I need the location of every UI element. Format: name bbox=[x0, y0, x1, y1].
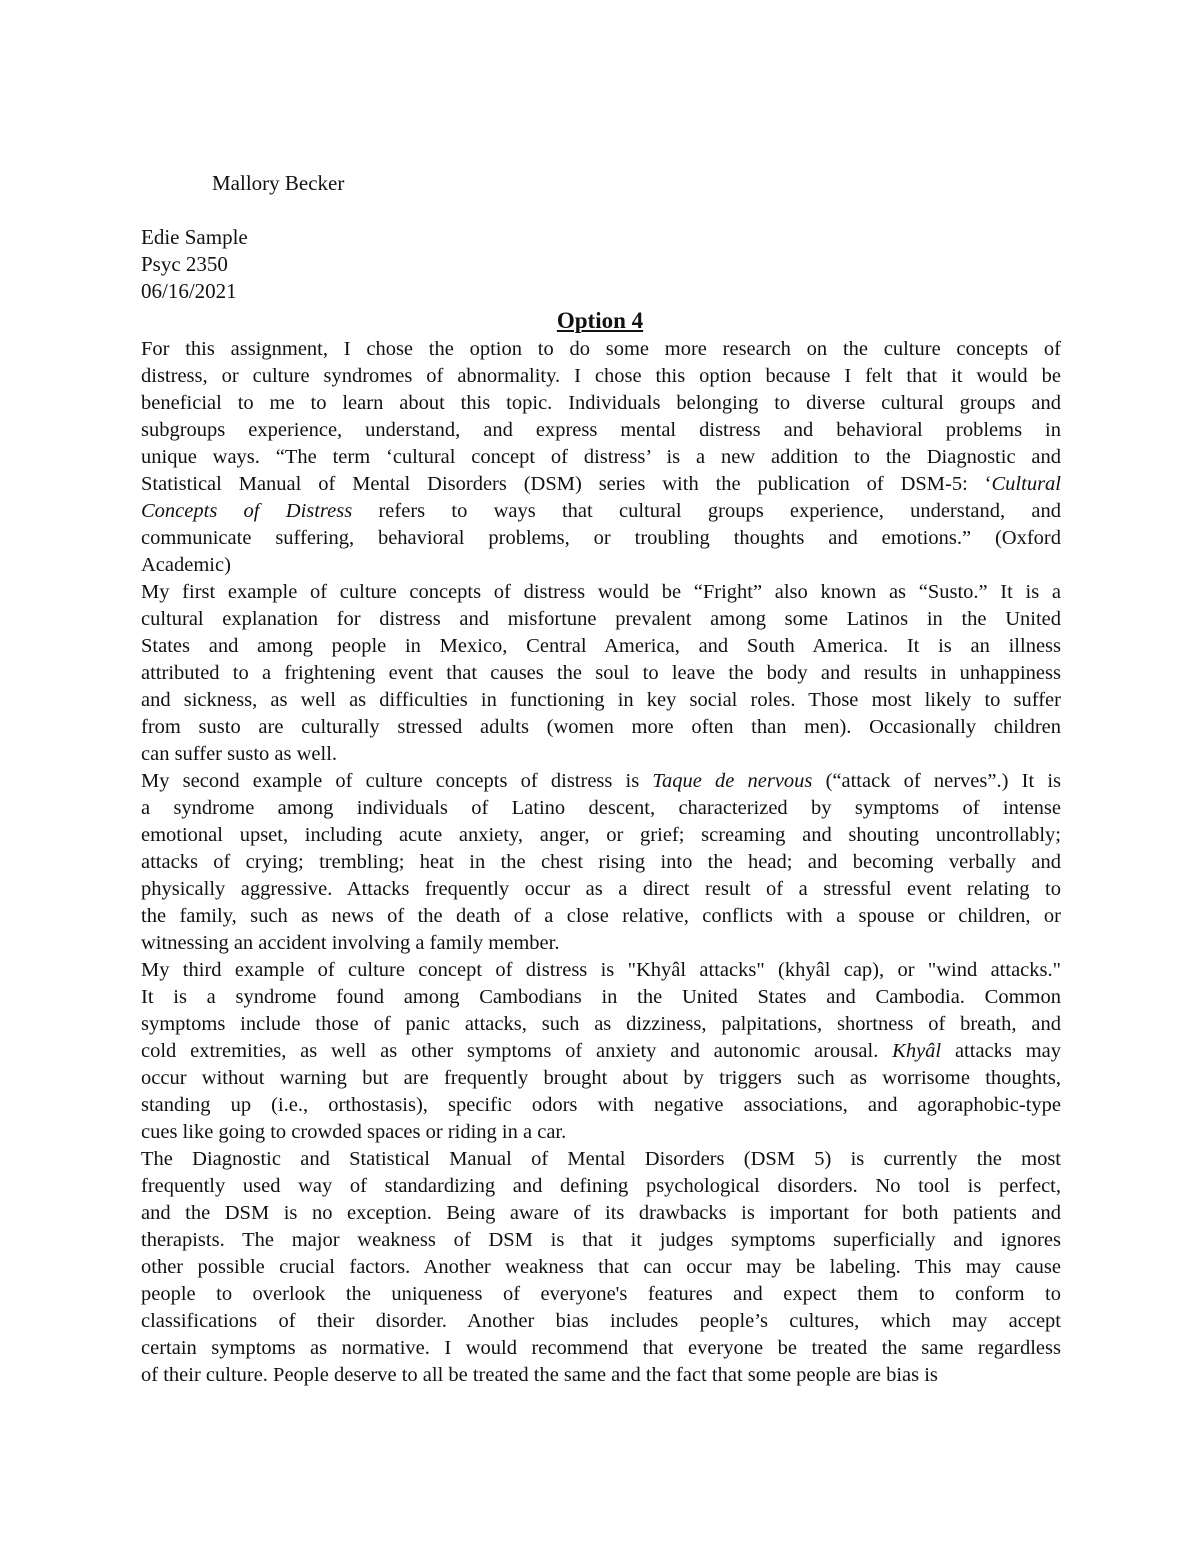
text-line: beneficial to me to learn about this topic. Individuals belonging to diverse cultural groups and bbox=[141, 392, 1061, 414]
author-name: Mallory Becker bbox=[212, 171, 345, 195]
text-line: unique ways. “The term ‘cultural concept of distress’ is a new addition to the Diagnostic and bbox=[141, 446, 1061, 468]
text-line: symptoms include those of panic attacks, such as dizziness, palpitations, shortness of breath, and bbox=[141, 1013, 1061, 1035]
text-line: certain symptoms as normative. I would recommend that everyone be treated the same regardless bbox=[141, 1337, 1061, 1359]
text-line: attacks of crying; trembling; heat in the chest rising into the head; and becoming verbally and bbox=[141, 851, 1061, 873]
text-line: cold extremities, as well as other symptoms of anxiety and autonomic arousal. Khyâl attacks may bbox=[141, 1040, 1061, 1062]
text-line: States and among people in Mexico, Central America, and South America. It is an illness bbox=[141, 635, 1061, 657]
text-line: Concepts of Distress refers to ways that cultural groups experience, understand, and bbox=[141, 500, 1062, 522]
text-line: emotional upset, including acute anxiety, anger, or grief; screaming and shouting uncontrollably; bbox=[141, 824, 1061, 846]
text-line: of their culture. People deserve to all be treated the same and the fact that some people are bias is bbox=[141, 1364, 938, 1386]
instructor-name: Edie Sample bbox=[141, 225, 248, 249]
body-paragraph bbox=[141, 957, 1061, 1146]
text-line: and the DSM is no exception. Being aware of its drawbacks is important for both patients and bbox=[141, 1202, 1061, 1224]
text-line: My third example of culture concept of distress is "Khyâl attacks" (khyâl cap), or "wind attacks." bbox=[141, 959, 1061, 981]
document-body bbox=[141, 336, 1061, 1389]
text-line: cultural explanation for distress and misfortune prevalent among some Latinos in the United bbox=[141, 608, 1061, 630]
text-line: The Diagnostic and Statistical Manual of Mental Disorders (DSM 5) is currently the most bbox=[141, 1148, 1061, 1170]
body-paragraph bbox=[141, 768, 1061, 957]
text-line: My first example of culture concepts of distress would be “Fright” also known as “Susto.” It is a bbox=[141, 581, 1061, 603]
text-line: cues like going to crowded spaces or riding in a car. bbox=[141, 1121, 567, 1143]
text-line: physically aggressive. Attacks frequently occur as a direct result of a stressful event relating to bbox=[141, 878, 1061, 900]
text-line: people to overlook the uniqueness of everyone's features and expect them to conform to bbox=[141, 1283, 1061, 1305]
text-line: classifications of their disorder. Another bias includes people’s cultures, which may accept bbox=[141, 1310, 1061, 1332]
body-paragraph bbox=[141, 336, 1061, 579]
text-line: can suffer susto as well. bbox=[141, 743, 338, 765]
text-line: frequently used way of standardizing and defining psychological disorders. No tool is perfect, bbox=[141, 1175, 1061, 1197]
text-line: My second example of culture concepts of distress is Taque de nervous (“attack of nerves”.) It is bbox=[141, 770, 1061, 792]
text-line: standing up (i.e., orthostasis), specific odors with negative associations, and agoraphobic-type bbox=[141, 1094, 1061, 1116]
text-line: witnessing an accident involving a family member. bbox=[141, 932, 560, 954]
text-line: It is a syndrome found among Cambodians in the United States and Cambodia. Common bbox=[141, 986, 1061, 1008]
text-line: occur without warning but are frequently brought about by triggers such as worrisome thoughts, bbox=[141, 1067, 1061, 1089]
body-paragraph bbox=[141, 579, 1061, 768]
text-line: Statistical Manual of Mental Disorders (DSM) series with the publication of DSM-5: ‘Cultural bbox=[141, 473, 1061, 495]
assignment-date: 06/16/2021 bbox=[141, 279, 237, 303]
header-block bbox=[141, 224, 248, 305]
text-line: distress, or culture syndromes of abnormality. I chose this option because I felt that it would be bbox=[141, 365, 1061, 387]
body-paragraph bbox=[141, 1146, 1061, 1389]
text-line: For this assignment, I chose the option to do some more research on the culture concepts of bbox=[141, 338, 1061, 360]
text-line: from susto are culturally stressed adults (women more often than men). Occasionally children bbox=[141, 716, 1061, 738]
text-line: and sickness, as well as difficulties in functioning in key social roles. Those most likely to suffer bbox=[141, 689, 1061, 711]
text-line: subgroups experience, understand, and express mental distress and behavioral problems in bbox=[141, 419, 1061, 441]
text-line: other possible crucial factors. Another weakness that can occur may be labeling. This may cause bbox=[141, 1256, 1061, 1278]
text-line: attributed to a frightening event that causes the soul to leave the body and results in unhappiness bbox=[141, 662, 1061, 684]
text-line: a syndrome among individuals of Latino descent, characterized by symptoms of intense bbox=[141, 797, 1061, 819]
text-line: therapists. The major weakness of DSM is that it judges symptoms superficially and ignores bbox=[141, 1229, 1061, 1251]
text-line: the family, such as news of the death of a close relative, conflicts with a spouse or children, or bbox=[141, 905, 1061, 927]
text-line: communicate suffering, behavioral problems, or troubling thoughts and emotions.” (Oxford bbox=[141, 527, 1061, 549]
document-title: Option 4 bbox=[556, 308, 644, 333]
course-name: Psyc 2350 bbox=[141, 252, 228, 276]
text-line: Academic) bbox=[141, 554, 231, 576]
